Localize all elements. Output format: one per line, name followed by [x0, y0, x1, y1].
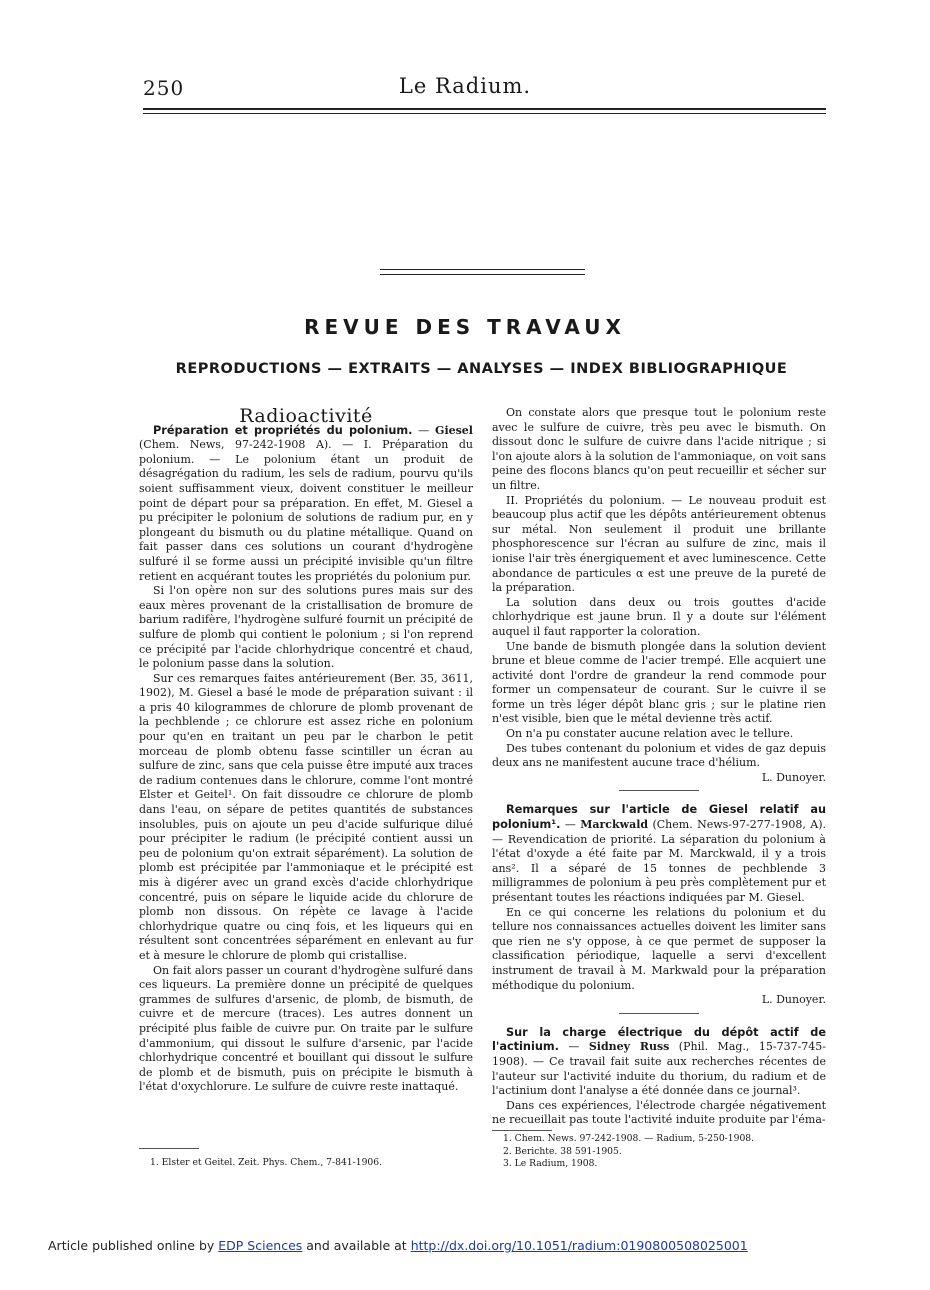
- article-2-paragraph: En ce qui concerne les relations du polonium et du tellure nos connaissances actuelles doivent les limiter sans que rien ne s'y oppose, à ce que permet de supposer la classification périodique, laquelle a servi d'excellent instrument de travail à M. Markwald pour la préparation méthodique du polonium.: [492, 905, 826, 992]
- publication-footer: [48, 1238, 748, 1253]
- article-3-author: Sidney Russ: [588, 1040, 670, 1054]
- ornament-rule-top: [380, 269, 585, 270]
- running-title: Le Radium.: [398, 74, 532, 98]
- article-2-title: Remarques sur l'article de Giesel relatif au polonium¹.: [492, 803, 826, 832]
- left-footnote: 1. Elster et Geitel. Zeit. Phys. Chem., 7-841-1906.: [150, 1157, 383, 1168]
- header-rule-bottom: [143, 113, 826, 114]
- header-rule-top: [143, 108, 826, 110]
- article-3-paragraph: Dans ces expériences, l'électrode chargée négativement ne recueillait pas toute l'activité induite produite par l'éma-: [492, 1098, 826, 1127]
- article-separator: [619, 790, 699, 791]
- footer-text: Article published online by: [48, 1238, 219, 1253]
- section-subtitle: REPRODUCTIONS — EXTRAITS — ANALYSES — INDEX BIBLIOGRAPHIQUE: [175, 361, 788, 377]
- doi-link[interactable]: http://dx.doi.org/10.1051/radium:0190800508025001: [410, 1238, 748, 1253]
- article-2-author: Marckwald: [580, 818, 649, 832]
- article-1-paragraph: On n'a pu constater aucune relation avec le tellure.: [506, 727, 794, 741]
- article-1-paragraph: Si l'on opère non sur des solutions pures mais sur des eaux mères provenant de la cristallisation de bromure de barium radifère, l'hydrogène sulfuré fournit un précipité de sulfure de plomb qui contient le polonium ; si l'on reprend ce précipité par l'acide chlorhydrique concentré et chaud, le polonium passe dans la solution.: [139, 584, 473, 671]
- footnote-item: 1. Chem. News. 97-242-1908. — Radium, 5-250-1908.: [503, 1133, 755, 1144]
- article-2-body: (Chem. News-97-277-1908, A). — Revendication de priorité. La séparation du polonium à l'état d'oxyde a été faite par M. Marckwald, il y a trois ans². Il a séparé de 15 tonnes de pechblende 3 milligrammes de polonium à peu près complètement pur et présentant toutes les réactions indiquées par M. Giesel.: [492, 818, 826, 904]
- article-2-lead: Remarques sur l'article de Giesel relatif au polonium¹. — Marckwald (Chem. News-97-277-1908, A). — Revendication de priorité. La séparation du polonium à l'état d'oxyde a été faite par M. Marckwald, il y a trois ans². Il a séparé de 15 tonnes de pechblende 3 milligrammes de polonium à peu près complètement pur et présentant toutes les réactions indiquées par M. Giesel.: [492, 803, 826, 904]
- article-1-paragraph: Sur ces remarques faites antérieurement (Ber. 35, 3611, 1902), M. Giesel a basé le mode de préparation suivant : il a pris 40 kilogrammes de chlorure de plomb provenant de la pechblende ; ce chlorure est assez riche en polonium pour qu'en en traitant un peu par le charbon le petit morceau de plomb obtenu fasse scintiller un écran au sulfure de zinc, sans que cela puisse être imputé aux traces de radium contenues dans le chlorure, comme l'ont montré Elster et Geitel¹. On fait dissoudre ce chlorure de plomb dans l'eau, on sépare de petites quantités de substances insolubles, puis on ajoute un peu d'acide sulfurique dilué pour précipiter le radium (le précipité contient aussi un peu de polonium qu'on extrait séparément). La solution de plomb est précipitée par l'ammoniaque et le précipité est mis à digérer avec un grand excès d'acide chlorhydrique concentré, puis on sépare le liquide acide du chlorure de plomb non dissous. On répète ce lavage à l'acide chlorhydrique quatre ou cinq fois, et les liqueurs qui en résultent sont concentrées séparément en enlevant au fur et à mesure le chlorure de plomb qui cristallise.: [139, 671, 473, 962]
- article-2-signature: L. Dunoyer.: [761, 993, 826, 1007]
- article-3-title: Sur la charge électrique du dépôt actif de l'actinium.: [492, 1025, 826, 1054]
- right-column: [492, 406, 826, 1128]
- article-1-paragraph: On fait alors passer un courant d'hydrogène sulfuré dans ces liqueurs. La première donne un précipité de quelques grammes de sulfures d'arsenic, de plomb, de bismuth, de cuivre et de mercure (traces). Les autres donnent un précipité plus faible de cuivre pur. On traite par le sulfure d'ammonium, qui dissout le sulfure d'arsenic, par l'acide chlorhydrique concentré et bouillant qui dissout le sulfure de plomb et de bismuth, puis on précipite le bismuth à l'état d'oxychlorure. Le sulfure de cuivre reste inattaqué.: [139, 963, 473, 1094]
- article-1-lead: Préparation et propriétés du polonium. — Giesel (Chem. News, 97-242-1908 A). — I. Préparation du polonium. — Le polonium étant un produit de désagrégation du radium, les sels de radium, pourvu qu'ils soient suffisamment vieux, doivent constituer le meilleur point de départ pour sa préparation. En effet, M. Giesel a pu précipiter le polonium de solutions de radium pur, en y plongeant du bismuth ou du platine métallique. Quand on fait passer dans ces solutions un courant d'hydrogène sulfuré il se forme aussi un précipité invisible qu'un filtre retient en acquérant toutes les propriétés du polonium pur.: [139, 423, 473, 583]
- article-1-title: Préparation et propriétés du polonium.: [153, 423, 413, 437]
- footnote-item: 3. Le Radium, 1908.: [503, 1158, 598, 1169]
- article-1-author: Giesel: [435, 423, 473, 437]
- article-1-paragraph: II. Propriétés du polonium. — Le nouveau produit est beaucoup plus actif que les dépôts antérieurement obtenus sur métal. Non seulement il produit une brillante phosphorescence sur l'écran au sulfure de zinc, mais il ionise l'air très énergiquement et avec luminescence. Cette abondance de particules α est une preuve de la pureté de la préparation.: [492, 493, 826, 595]
- article-separator: [619, 1013, 699, 1014]
- article-1-intro: (Chem. News, 97-242-1908 A). — I. Préparation du polonium. — Le polonium étant un produit de désagrégation du radium, les sels de radium, pourvu qu'ils soient suffisamment vieux, doivent constituer le meilleur point de départ pour sa préparation. En effet, M. Giesel a pu précipiter le polonium de solutions de radium pur, en y plongeant du bismuth ou du platine métallique. Quand on fait passer dans ces solutions un courant d'hydrogène sulfuré il se forme aussi un précipité invisible qu'un filtre retient en acquérant toutes les propriétés du polonium pur.: [139, 438, 473, 583]
- subsection-heading: Radioactivité: [239, 405, 373, 427]
- article-1-signature: L. Dunoyer.: [761, 770, 826, 784]
- article-1-paragraph: La solution dans deux ou trois gouttes d'acide chlorhydrique est jaune brun. Il y a doute sur l'élément auquel il faut rapporter la coloration.: [492, 595, 826, 638]
- left-footnote-rule: [139, 1148, 199, 1149]
- article-1-paragraph: Une bande de bismuth plongée dans la solution devient brune et bleue comme de l'acier trempé. Elle acquiert une activité dont l'ordre de grandeur la rend commode pour former un compensateur de courant. Sur le cuivre il se forme un très léger dépôt blanc gris ; sur le platine rien n'est visible, bien que le métal devienne très actif.: [492, 639, 826, 726]
- article-3-body: (Phil. Mag., 15-737-745-1908). — Ce travail fait suite aux recherches récentes de l'auteur sur l'activité induite du thorium, du radium et de l'actinium dont l'analyse a été donnée dans ce journal³.: [492, 1040, 826, 1098]
- article-3-lead: Sur la charge électrique du dépôt actif de l'actinium. — Sidney Russ (Phil. Mag., 15-737-745-1908). — Ce travail fait suite aux recherches récentes de l'auteur sur l'activité induite du thorium, du radium et de l'actinium dont l'analyse a été donnée dans ce journal³.: [492, 1025, 826, 1098]
- footer-text: and available at: [302, 1238, 411, 1253]
- section-title: REVUE DES TRAVAUX: [304, 315, 626, 339]
- article-1-paragraph: Des tubes contenant du polonium et vides de gaz depuis deux ans ne manifestent aucune trace d'hélium.: [492, 741, 826, 770]
- article-1-paragraph: On constate alors que presque tout le polonium reste avec le sulfure de cuivre, très peu avec le bismuth. On dissout donc le sulfure de cuivre dans l'acide nitrique ; si l'on ajoute alors à la solution de l'ammoniaque, on voit sans peine des flocons blancs qu'on peut recueillir et sécher sur un filtre.: [492, 406, 826, 492]
- publisher-link[interactable]: EDP Sciences: [218, 1238, 303, 1253]
- right-footnote-rule: [492, 1130, 552, 1131]
- left-column: [139, 405, 473, 1095]
- ornament-rule-bottom: [380, 274, 585, 275]
- page-number: 250: [143, 76, 185, 100]
- footnote-item: 2. Berichte. 38 591-1905.: [503, 1145, 622, 1157]
- right-footnotes: [503, 1133, 823, 1171]
